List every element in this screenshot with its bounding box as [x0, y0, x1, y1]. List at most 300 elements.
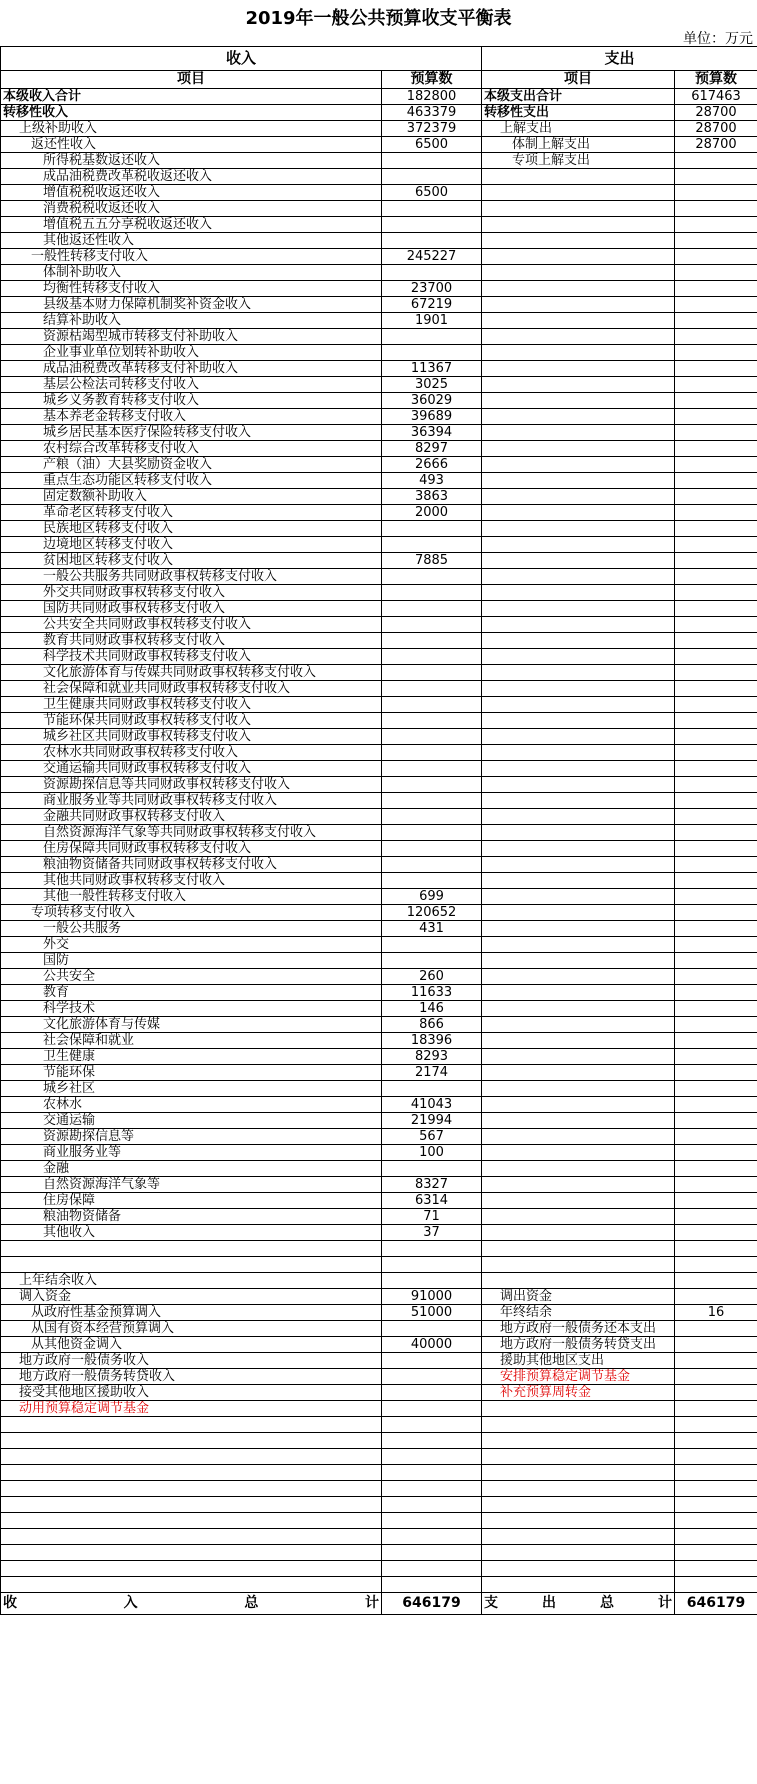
- expense-item-cell: [482, 217, 675, 233]
- income-item-cell: 城乡社区: [1, 1081, 382, 1097]
- expense-item-cell: [482, 313, 675, 329]
- expense-item-cell: [482, 665, 675, 681]
- table-row: [1, 1513, 757, 1529]
- income-budget-cell: 7885: [382, 553, 482, 569]
- income-budget-cell: 11633: [382, 985, 482, 1001]
- expense-budget-cell: [675, 905, 757, 921]
- expense-budget-cell: [675, 809, 757, 825]
- income-budget-cell: 6500: [382, 137, 482, 153]
- expense-item-cell: [482, 1033, 675, 1049]
- table-row: [1, 153, 757, 169]
- income-budget-cell: 8327: [382, 1177, 482, 1193]
- expense-budget-cell: [675, 1337, 757, 1353]
- table-row: [1, 1305, 757, 1321]
- income-item-cell: 城乡义务教育转移支付收入: [1, 393, 382, 409]
- expense-item-cell: [482, 505, 675, 521]
- table-row: [1, 377, 757, 393]
- income-budget-cell: 37: [382, 1225, 482, 1241]
- expense-item-cell: [482, 873, 675, 889]
- expense-item-cell: [482, 185, 675, 201]
- income-budget-cell: 6500: [382, 185, 482, 201]
- income-budget-cell: 463379: [382, 105, 482, 121]
- income-budget-cell: [382, 569, 482, 585]
- table-row: [1, 665, 757, 681]
- expense-item-cell: [482, 985, 675, 1001]
- expense-item-cell: [482, 329, 675, 345]
- income-budget-cell: 182800: [382, 89, 482, 105]
- expense-budget-cell: [675, 281, 757, 297]
- table-row: [1, 1241, 757, 1257]
- income-item-cell: 增值税五五分享税收返还收入: [1, 217, 382, 233]
- expense-item-cell: [482, 777, 675, 793]
- income-budget-cell: [382, 665, 482, 681]
- table-row: [1, 1257, 757, 1273]
- expense-budget-cell: [675, 1353, 757, 1369]
- expense-budget-cell: [675, 1321, 757, 1337]
- table-row: [1, 1545, 757, 1561]
- income-budget-cell: [382, 1241, 482, 1257]
- balance-table: [0, 46, 757, 1615]
- income-total-char: 收: [3, 1595, 17, 1611]
- expense-item-cell: [482, 1529, 675, 1545]
- table-row: [1, 777, 757, 793]
- expense-budget-cell: [675, 1001, 757, 1017]
- income-item-header: 项目: [1, 71, 382, 89]
- expense-budget-cell: [675, 1545, 757, 1561]
- expense-item-cell: [482, 249, 675, 265]
- expense-item-cell: [482, 697, 675, 713]
- expense-item-cell: [482, 1433, 675, 1449]
- expense-item-cell: [482, 825, 675, 841]
- table-row: [1, 297, 757, 313]
- expense-budget-cell: [675, 633, 757, 649]
- income-budget-cell: [382, 329, 482, 345]
- income-budget-cell: [382, 1433, 482, 1449]
- expense-item-cell: [482, 1161, 675, 1177]
- expense-item-cell: [482, 361, 675, 377]
- income-budget-cell: 41043: [382, 1097, 482, 1113]
- expense-budget-cell: [675, 313, 757, 329]
- expense-budget-cell: [675, 617, 757, 633]
- income-item-cell: 固定数额补助收入: [1, 489, 382, 505]
- income-budget-cell: [382, 617, 482, 633]
- expense-budget-cell: [675, 201, 757, 217]
- income-item-cell: [1, 1513, 382, 1529]
- expense-budget-cell: [675, 1561, 757, 1577]
- income-item-cell: 教育共同财政事权转移支付收入: [1, 633, 382, 649]
- expense-budget-cell: [675, 521, 757, 537]
- table-row: [1, 537, 757, 553]
- expense-budget-cell: [675, 457, 757, 473]
- income-budget-cell: 1901: [382, 313, 482, 329]
- table-row: [1, 1401, 757, 1417]
- expense-budget-cell: [675, 1017, 757, 1033]
- expense-item-cell: [482, 377, 675, 393]
- table-row: [1, 825, 757, 841]
- income-item-cell: 其他收入: [1, 1225, 382, 1241]
- income-item-cell: 从国有资本经营预算调入: [1, 1321, 382, 1337]
- income-budget-cell: 71: [382, 1209, 482, 1225]
- income-item-cell: 农林水共同财政事权转移支付收入: [1, 745, 382, 761]
- table-row: [1, 521, 757, 537]
- income-item-cell: 接受其他地区援助收入: [1, 1385, 382, 1401]
- expense-budget-cell: [675, 1369, 757, 1385]
- income-item-cell: 资源枯竭型城市转移支付补助收入: [1, 329, 382, 345]
- expense-item-cell: [482, 1193, 675, 1209]
- expense-item-cell: 援助其他地区支出: [482, 1353, 675, 1369]
- income-budget-cell: [382, 1081, 482, 1097]
- income-item-cell: 资源勘探信息等: [1, 1129, 382, 1145]
- income-total-label: [1, 1593, 382, 1615]
- income-item-cell: 卫生健康共同财政事权转移支付收入: [1, 697, 382, 713]
- expense-budget-cell: 28700: [675, 137, 757, 153]
- expense-budget-cell: [675, 1273, 757, 1289]
- income-budget-cell: 39689: [382, 409, 482, 425]
- table-row: [1, 921, 757, 937]
- expense-budget-cell: [675, 553, 757, 569]
- income-budget-cell: 2666: [382, 457, 482, 473]
- income-item-cell: 金融: [1, 1161, 382, 1177]
- expense-budget-cell: [675, 777, 757, 793]
- table-row: [1, 1017, 757, 1033]
- income-item-cell: 结算补助收入: [1, 313, 382, 329]
- income-item-cell: 科学技术: [1, 1001, 382, 1017]
- income-budget-cell: 8297: [382, 441, 482, 457]
- expense-item-cell: [482, 1017, 675, 1033]
- expense-item-cell: [482, 393, 675, 409]
- table-row: [1, 361, 757, 377]
- expense-budget-cell: [675, 1577, 757, 1593]
- income-budget-cell: [382, 777, 482, 793]
- income-budget-cell: [382, 521, 482, 537]
- income-item-cell: [1, 1497, 382, 1513]
- expense-item-cell: [482, 841, 675, 857]
- table-row: [1, 1561, 757, 1577]
- expense-budget-cell: [675, 1049, 757, 1065]
- income-header: 收入: [1, 47, 482, 71]
- income-item-cell: 体制补助收入: [1, 265, 382, 281]
- expense-budget-cell: [675, 233, 757, 249]
- table-row: [1, 265, 757, 281]
- expense-budget-cell: [675, 217, 757, 233]
- expense-item-cell: [482, 889, 675, 905]
- table-row: [1, 1497, 757, 1513]
- expense-budget-cell: [675, 409, 757, 425]
- expense-item-cell: [482, 1129, 675, 1145]
- income-budget-cell: 260: [382, 969, 482, 985]
- income-budget-cell: 372379: [382, 121, 482, 137]
- income-item-cell: 节能环保: [1, 1065, 382, 1081]
- income-item-cell: 交通运输共同财政事权转移支付收入: [1, 761, 382, 777]
- expense-item-cell: [482, 1177, 675, 1193]
- expense-budget-cell: 28700: [675, 121, 757, 137]
- expense-budget-cell: [675, 1081, 757, 1097]
- income-budget-cell: [382, 857, 482, 873]
- expense-item-cell: [482, 681, 675, 697]
- expense-budget-cell: [675, 889, 757, 905]
- income-budget-cell: [382, 825, 482, 841]
- table-row: [1, 1289, 757, 1305]
- income-item-cell: 转移性收入: [1, 105, 382, 121]
- table-row: [1, 841, 757, 857]
- table-row: [1, 905, 757, 921]
- table-row: [1, 873, 757, 889]
- income-budget-cell: [382, 169, 482, 185]
- table-row: [1, 1225, 757, 1241]
- income-item-cell: 本级收入合计: [1, 89, 382, 105]
- income-budget-cell: [382, 713, 482, 729]
- expense-item-cell: [482, 409, 675, 425]
- expense-item-cell: [482, 345, 675, 361]
- expense-budget-cell: [675, 441, 757, 457]
- table-row: [1, 1385, 757, 1401]
- income-budget-cell: [382, 633, 482, 649]
- table-row: [1, 217, 757, 233]
- expense-item-cell: 上解支出: [482, 121, 675, 137]
- table-row: [1, 1465, 757, 1481]
- income-item-cell: 其他一般性转移支付收入: [1, 889, 382, 905]
- expense-item-cell: [482, 1449, 675, 1465]
- expense-budget-cell: [675, 1097, 757, 1113]
- expense-budget-cell: [675, 665, 757, 681]
- table-row: [1, 1145, 757, 1161]
- expense-budget-cell: [675, 1161, 757, 1177]
- expense-item-cell: [482, 601, 675, 617]
- expense-budget-cell: [675, 1449, 757, 1465]
- income-item-cell: 社会保障和就业共同财政事权转移支付收入: [1, 681, 382, 697]
- expense-budget-cell: [675, 1065, 757, 1081]
- income-budget-cell: 40000: [382, 1337, 482, 1353]
- expense-total-char: 总: [600, 1595, 615, 1611]
- expense-budget-cell: [675, 825, 757, 841]
- expense-budget-cell: [675, 1145, 757, 1161]
- expense-item-cell: [482, 1145, 675, 1161]
- expense-item-cell: [482, 1577, 675, 1593]
- table-row: [1, 1177, 757, 1193]
- income-budget-cell: [382, 729, 482, 745]
- expense-item-cell: [482, 1561, 675, 1577]
- expense-item-cell: [482, 201, 675, 217]
- income-budget-cell: [382, 841, 482, 857]
- income-item-cell: [1, 1241, 382, 1257]
- expense-budget-cell: [675, 265, 757, 281]
- expense-budget-cell: [675, 761, 757, 777]
- table-row: [1, 329, 757, 345]
- expense-budget-cell: [675, 729, 757, 745]
- table-row: [1, 681, 757, 697]
- table-row: [1, 585, 757, 601]
- expense-item-cell: [482, 729, 675, 745]
- income-budget-cell: [382, 585, 482, 601]
- expense-item-cell: 转移性支出: [482, 105, 675, 121]
- table-row: [1, 1097, 757, 1113]
- income-budget-cell: 36029: [382, 393, 482, 409]
- expense-item-cell: [482, 857, 675, 873]
- income-budget-cell: [382, 233, 482, 249]
- expense-budget-cell: [675, 169, 757, 185]
- income-total-char: 入: [123, 1595, 138, 1611]
- income-item-cell: 增值税税收返还收入: [1, 185, 382, 201]
- table-row: [1, 1481, 757, 1497]
- expense-budget-cell: [675, 1033, 757, 1049]
- expense-budget-cell: [675, 841, 757, 857]
- income-budget-cell: 431: [382, 921, 482, 937]
- table-row: [1, 185, 757, 201]
- table-row: [1, 617, 757, 633]
- income-total-value: 646179: [382, 1593, 482, 1615]
- table-row: [1, 889, 757, 905]
- income-item-cell: [1, 1577, 382, 1593]
- table-row: [1, 1529, 757, 1545]
- income-budget-cell: [382, 1545, 482, 1561]
- table-row: [1, 105, 757, 121]
- expense-budget-cell: [675, 1513, 757, 1529]
- expense-budget-cell: [675, 713, 757, 729]
- income-budget-cell: [382, 1369, 482, 1385]
- expense-item-cell: [482, 793, 675, 809]
- expense-item-cell: [482, 489, 675, 505]
- expense-item-cell: [482, 1481, 675, 1497]
- expense-budget-cell: [675, 297, 757, 313]
- expense-item-cell: [482, 713, 675, 729]
- income-budget-cell: [382, 1497, 482, 1513]
- income-item-cell: 贫困地区转移支付收入: [1, 553, 382, 569]
- income-budget-cell: [382, 1257, 482, 1273]
- expense-budget-cell: [675, 793, 757, 809]
- expense-budget-cell: [675, 937, 757, 953]
- expense-item-cell: [482, 969, 675, 985]
- income-item-cell: 从其他资金调入: [1, 1337, 382, 1353]
- expense-item-cell: [482, 1049, 675, 1065]
- expense-budget-cell: [675, 857, 757, 873]
- income-budget-cell: [382, 937, 482, 953]
- expense-budget-cell: [675, 569, 757, 585]
- expense-item-cell: [482, 1417, 675, 1433]
- income-budget-cell: [382, 1417, 482, 1433]
- table-row: [1, 137, 757, 153]
- expense-item-cell: [482, 1241, 675, 1257]
- income-budget-cell: [382, 1465, 482, 1481]
- income-budget-cell: 67219: [382, 297, 482, 313]
- income-item-cell: 文化旅游体育与传媒: [1, 1017, 382, 1033]
- income-budget-cell: [382, 953, 482, 969]
- income-item-cell: 调入资金: [1, 1289, 382, 1305]
- table-row: [1, 1433, 757, 1449]
- table-row: [1, 569, 757, 585]
- balance-sheet: [0, 46, 757, 1615]
- expense-item-cell: 地方政府一般债务转贷支出: [482, 1337, 675, 1353]
- expense-item-cell: [482, 265, 675, 281]
- income-budget-cell: 3863: [382, 489, 482, 505]
- table-row: [1, 425, 757, 441]
- income-item-cell: 革命老区转移支付收入: [1, 505, 382, 521]
- income-item-cell: 成品油税费改革税收返还收入: [1, 169, 382, 185]
- expense-item-cell: 本级支出合计: [482, 89, 675, 105]
- income-budget-cell: [382, 681, 482, 697]
- income-budget-cell: [382, 697, 482, 713]
- expense-budget-cell: [675, 537, 757, 553]
- income-item-cell: 产粮（油）大县奖励资金收入: [1, 457, 382, 473]
- expense-budget-header: 预算数: [675, 71, 757, 89]
- expense-budget-cell: 28700: [675, 105, 757, 121]
- unit-label: 单位：万元: [683, 31, 753, 47]
- income-item-cell: 社会保障和就业: [1, 1033, 382, 1049]
- income-item-cell: 重点生态功能区转移支付收入: [1, 473, 382, 489]
- expense-item-cell: [482, 521, 675, 537]
- table-row: [1, 1049, 757, 1065]
- table-row: [1, 473, 757, 489]
- expense-budget-cell: [675, 649, 757, 665]
- income-item-cell: 教育: [1, 985, 382, 1001]
- table-row: [1, 121, 757, 137]
- table-row: [1, 1193, 757, 1209]
- table-row: [1, 761, 757, 777]
- expense-item-cell: [482, 1465, 675, 1481]
- income-budget-cell: [382, 873, 482, 889]
- expense-item-cell: [482, 1401, 675, 1417]
- table-row: [1, 745, 757, 761]
- expense-budget-cell: [675, 1465, 757, 1481]
- expense-item-cell: [482, 1209, 675, 1225]
- income-item-cell: 地方政府一般债务收入: [1, 1353, 382, 1369]
- income-budget-cell: [382, 1513, 482, 1529]
- table-row: [1, 313, 757, 329]
- table-row: [1, 985, 757, 1001]
- table-row: [1, 281, 757, 297]
- income-budget-cell: 866: [382, 1017, 482, 1033]
- table-row: [1, 505, 757, 521]
- expense-budget-cell: [675, 601, 757, 617]
- income-budget-cell: [382, 345, 482, 361]
- income-budget-cell: [382, 1577, 482, 1593]
- table-row: [1, 649, 757, 665]
- income-budget-cell: 493: [382, 473, 482, 489]
- expense-item-cell: [482, 473, 675, 489]
- table-row: [1, 1001, 757, 1017]
- expense-item-cell: [482, 649, 675, 665]
- income-item-cell: 农林水: [1, 1097, 382, 1113]
- expense-budget-cell: [675, 1289, 757, 1305]
- expense-item-cell: 地方政府一般债务还本支出: [482, 1321, 675, 1337]
- income-budget-cell: [382, 1273, 482, 1289]
- expense-budget-cell: [675, 1433, 757, 1449]
- table-row: [1, 1065, 757, 1081]
- expense-budget-cell: [675, 185, 757, 201]
- income-budget-cell: 3025: [382, 377, 482, 393]
- expense-item-cell: [482, 537, 675, 553]
- income-item-cell: 民族地区转移支付收入: [1, 521, 382, 537]
- expense-item-cell: 体制上解支出: [482, 137, 675, 153]
- income-budget-cell: [382, 1449, 482, 1465]
- table-row: [1, 201, 757, 217]
- expense-budget-cell: [675, 1129, 757, 1145]
- income-item-cell: 粮油物资储备共同财政事权转移支付收入: [1, 857, 382, 873]
- expense-budget-cell: [675, 697, 757, 713]
- income-budget-cell: 18396: [382, 1033, 482, 1049]
- expense-budget-cell: [675, 345, 757, 361]
- expense-budget-cell: [675, 745, 757, 761]
- expense-budget-cell: 16: [675, 1305, 757, 1321]
- income-budget-cell: [382, 265, 482, 281]
- table-row: [1, 1369, 757, 1385]
- expense-item-cell: 专项上解支出: [482, 153, 675, 169]
- income-item-cell: 国防: [1, 953, 382, 969]
- income-item-cell: 专项转移支付收入: [1, 905, 382, 921]
- income-item-cell: 住房保障共同财政事权转移支付收入: [1, 841, 382, 857]
- expense-item-cell: [482, 633, 675, 649]
- income-budget-cell: 120652: [382, 905, 482, 921]
- income-item-cell: 节能环保共同财政事权转移支付收入: [1, 713, 382, 729]
